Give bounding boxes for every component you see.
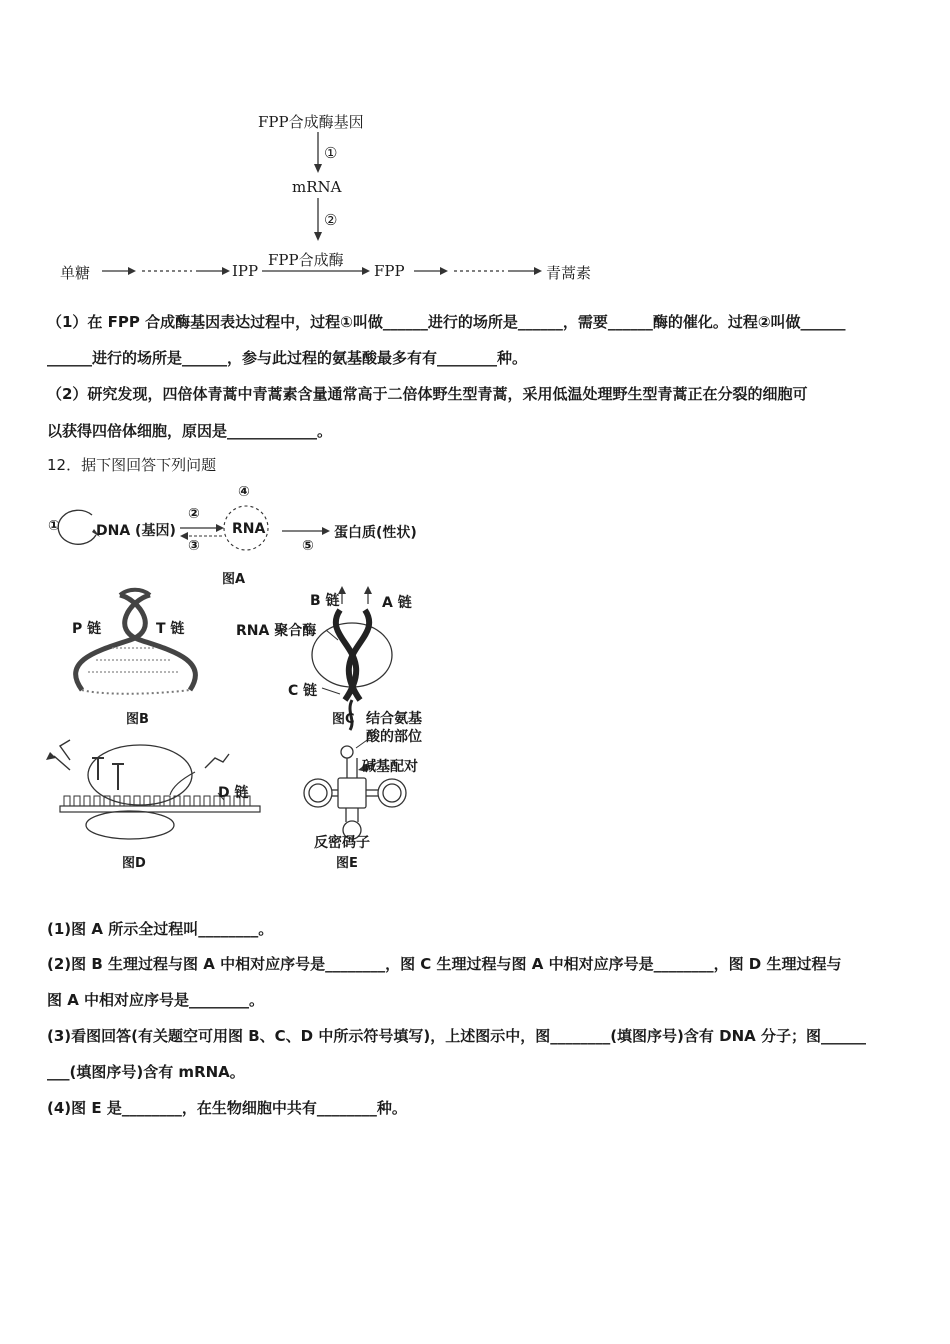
q12-heading: 12．据下图回答下列问题 xyxy=(47,456,217,474)
figE-caption: 图E xyxy=(336,856,358,871)
figA-circle3: ③ xyxy=(188,538,200,554)
mrna-label: mRNA xyxy=(292,178,342,196)
gene-label: FPP合成酶基因 xyxy=(258,113,364,131)
q12-sub3-line1: (3)看图回答(有关题空可用图 B、C、D 中所示符号填写)，上述图示中，图________(填图序号)含有 DNA 分子；图______ xyxy=(47,1027,866,1045)
enzyme-label: FPP合成酶 xyxy=(268,251,344,269)
figE-base-pairing: 碱基配对 xyxy=(362,759,418,775)
figD-d-chain: D 链 xyxy=(218,785,249,801)
figB-p-chain: P 链 xyxy=(72,621,102,637)
figB-caption: 图B xyxy=(126,712,149,727)
q11-part2-line2: 以获得四倍体细胞，原因是____________。 xyxy=(47,422,333,440)
figA-rna-label: RNA xyxy=(232,521,266,537)
q12-sub1: (1)图 A 所示全过程叫________。 xyxy=(47,920,274,938)
figB-t-chain: T 链 xyxy=(156,621,185,637)
figA-circle4: ④ xyxy=(238,484,250,500)
figC-c-chain: C 链 xyxy=(288,683,318,699)
q11-part2-line1: （2）研究发现，四倍体青蒿中青蒿素含量通常高于二倍体野生型青蒿，采用低温处理野生型青蒿正在分裂的细胞可 xyxy=(47,385,808,403)
q11-part1-line1: （1）在 FPP 合成酶基因表达过程中，过程①叫做______进行的场所是______，需要______酶的催化。过程②叫做______ xyxy=(47,313,846,331)
figA-dna-label: DNA (基因) xyxy=(96,523,176,539)
figA-protein-label: 蛋白质(性状) xyxy=(334,525,417,541)
figE-site-line1: 结合氨基 xyxy=(366,711,422,727)
figC-b-chain: B 链 xyxy=(310,593,340,609)
step1-label: ① xyxy=(324,144,338,162)
figC-caption: 图C xyxy=(332,712,355,727)
figA-circle2: ② xyxy=(188,506,200,522)
figC-polymerase: RNA 聚合酶 xyxy=(236,623,317,639)
ipp-label: IPP xyxy=(232,262,259,280)
q12-sub3-line2: ___(填图序号)含有 mRNA。 xyxy=(47,1063,245,1081)
sugar-label: 单糖 xyxy=(60,264,91,282)
q12-sub2-line2: 图 A 中相对应序号是________。 xyxy=(47,991,265,1009)
figA-circle1: ① xyxy=(48,518,60,534)
figD-caption: 图D xyxy=(122,856,146,871)
q12-sub4: (4)图 E 是________，在生物细胞中共有________种。 xyxy=(47,1099,407,1117)
q12-sub2-line1: (2)图 B 生理过程与图 A 中相对应序号是________，图 C 生理过程与图 A 中相对应序号是________，图 D 生理过程与 xyxy=(47,955,842,973)
step2-label: ② xyxy=(324,211,338,229)
fpp-label: FPP xyxy=(374,262,405,280)
product-label: 青蒿素 xyxy=(546,264,592,282)
figC-a-chain: A 链 xyxy=(382,595,412,611)
figE-anticodon: 反密码子 xyxy=(314,835,370,851)
figA-circle5: ⑤ xyxy=(302,538,314,554)
figE-site-line2: 酸的部位 xyxy=(366,729,422,745)
q11-part1-line2: ______进行的场所是______，参与此过程的氨基酸最多有有________种。 xyxy=(47,349,528,367)
figA-caption: 图A xyxy=(222,572,246,587)
